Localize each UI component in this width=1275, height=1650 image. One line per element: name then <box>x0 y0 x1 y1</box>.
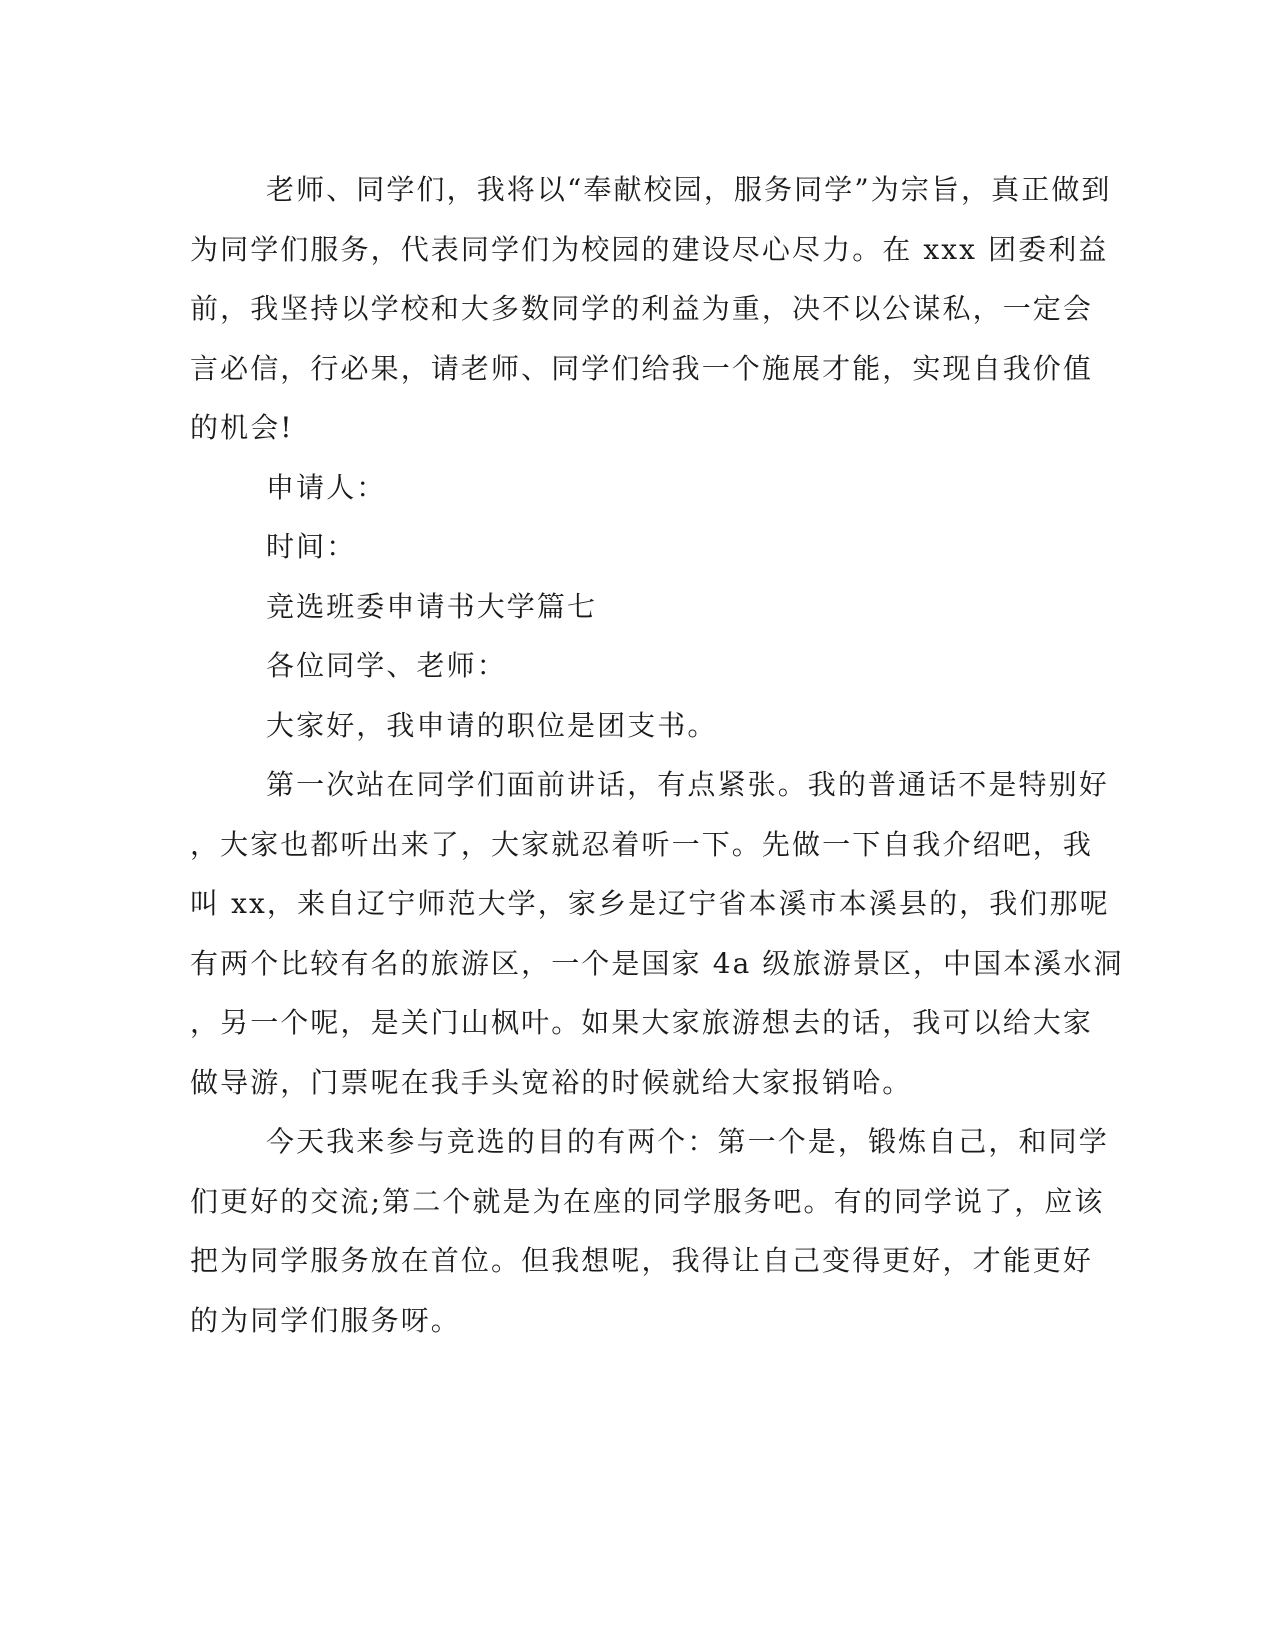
section-heading <box>190 577 1090 637</box>
text-line: 叫 xx，来自辽宁师范大学，家乡是辽宁省本溪市本溪县的，我们那呢 <box>190 887 1110 920</box>
text-line: ，大家也都听出来了，大家就忍着听一下。先做一下自我介绍吧，我 <box>190 827 1094 861</box>
text-line: 老师、同学们，我将以“奉献校园，服务同学”为宗旨，真正做到 <box>266 173 1112 206</box>
document-body <box>190 160 1124 1350</box>
paragraph-pledge <box>190 160 1112 458</box>
text-line: 言必信，行必果，请老师、同学们给我一个施展才能，实现自我价值 <box>190 351 1094 385</box>
date-label <box>190 517 1090 577</box>
text-line: 第一次站在同学们面前讲话，有点紧张。我的普通话不是特别好 <box>266 768 1109 801</box>
text-line: 们更好的交流;第二个就是为在座的同学服务吧。有的同学说了，应该 <box>190 1184 1105 1218</box>
text-line: 大家好，我申请的职位是团支书。 <box>266 708 718 742</box>
text-line: 的机会! <box>190 411 294 444</box>
applicant-label <box>190 458 1090 518</box>
text-line: 有两个比较有名的旅游区，一个是国家 4a 级旅游景区，中国本溪水洞 <box>190 946 1124 980</box>
text-line: 把为同学服务放在首位。但我想呢，我得让自己变得更好，才能更好 <box>190 1244 1094 1277</box>
paragraph-goals <box>190 1112 1109 1350</box>
greeting <box>190 696 1090 756</box>
salutation <box>190 636 1090 696</box>
text-line: 申请人： <box>266 470 387 504</box>
text-line: 前，我坚持以学校和大多数同学的利益为重，决不以公谋私，一定会 <box>190 292 1094 325</box>
text-line: ，另一个呢，是关门山枫叶。如果大家旅游想去的话，我可以给大家 <box>190 1006 1094 1039</box>
text-line: 做导游，门票呢在我手头宽裕的时候就给大家报销哈。 <box>190 1065 913 1099</box>
text-line: 竞选班委申请书大学篇七 <box>266 589 598 623</box>
text-line: 的为同学们服务呀。 <box>190 1303 461 1337</box>
text-line: 今天我来参与竞选的目的有两个：第一个是，锻炼自己，和同学 <box>266 1125 1109 1158</box>
text-line: 各位同学、老师： <box>266 649 507 682</box>
text-line: 时间： <box>266 530 357 563</box>
paragraph-introduction <box>190 755 1124 1112</box>
text-line: 为同学们服务，代表同学们为校园的建设尽心尽力。在 xxx 团委利益 <box>190 232 1109 266</box>
